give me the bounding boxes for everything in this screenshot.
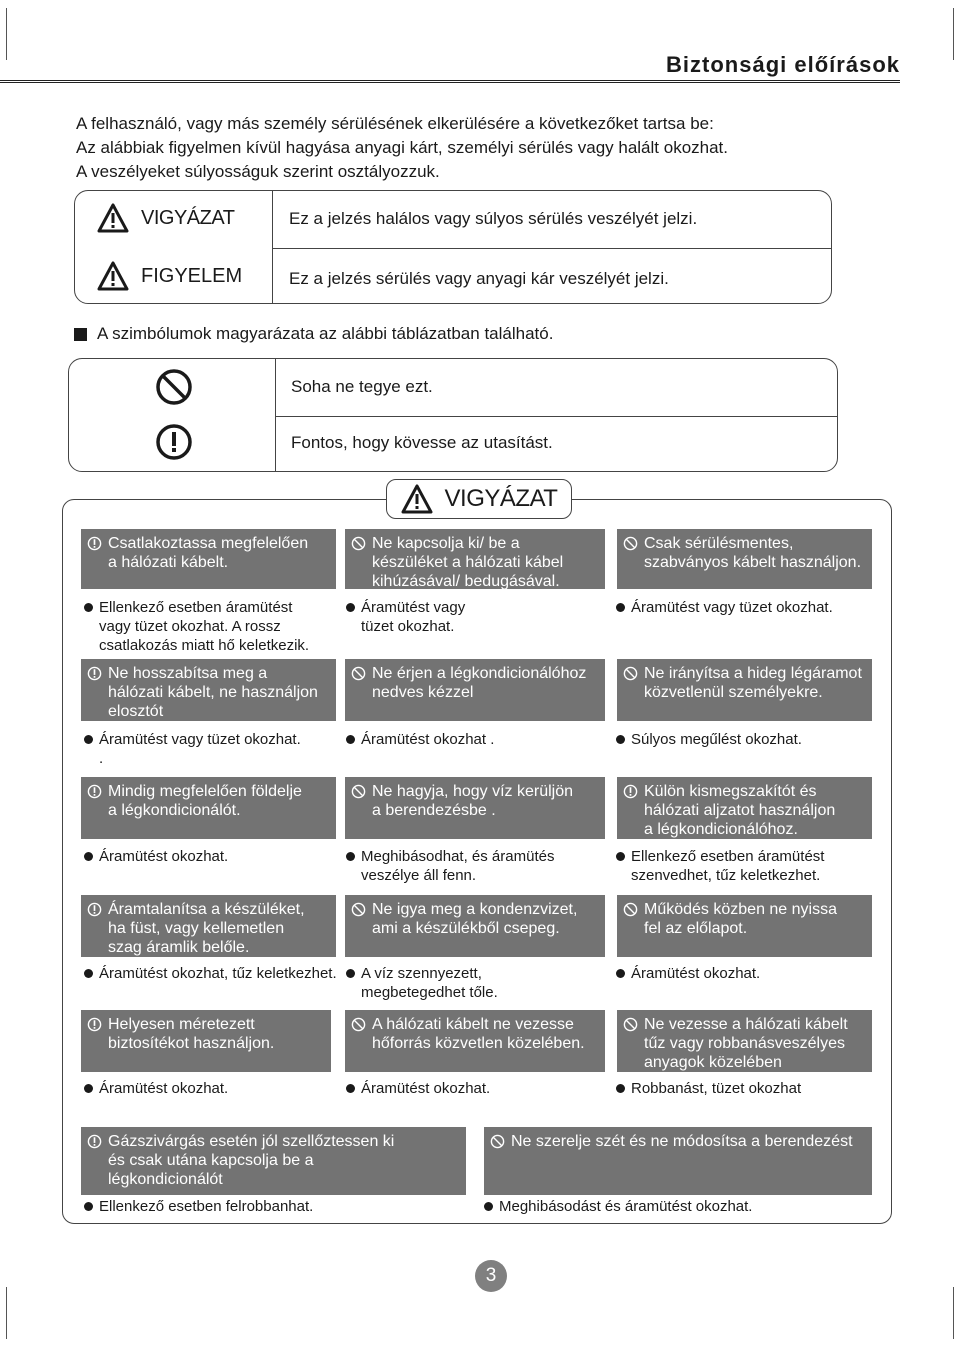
warning-card-text: Ne igya meg a kondenzvizet, ami a készülékből csepeg. — [372, 901, 578, 937]
warning-consequence-text: Áramütést okozhat. — [99, 1080, 229, 1097]
symbol-desc-exclamation: Fontos, hogy kövesse az utasítást. — [291, 433, 553, 452]
divider — [272, 191, 273, 303]
bullet-dot-icon — [346, 1084, 355, 1093]
warning-consequence-text: Áramütést vagy tüzet okozhat. — [631, 599, 833, 616]
prohibited-icon — [351, 1017, 366, 1032]
warning-card-text: Csak sérülésmentes, szabványos kábelt használjon. — [644, 535, 862, 571]
bullet-dot-icon — [346, 603, 355, 612]
divider — [272, 248, 831, 249]
warning-section-title — [386, 479, 572, 519]
bullet-dot-icon — [616, 969, 625, 978]
warning-card-text: Gázszivárgás esetén jól szellőztessen ki és csak utána kapcsolja be a légkondicionálót — [108, 1133, 395, 1188]
warning-card — [81, 1127, 466, 1195]
intro-line: A veszélyeket súlyosságuk szerint osztályozzuk. — [76, 162, 440, 181]
square-bullet-icon — [74, 328, 87, 341]
prohibited-icon — [351, 784, 366, 799]
warning-consequence-text: Ellenkező esetben áramütést szenvedhet, tűz keletkezhet. — [631, 848, 825, 884]
page-number: 3 — [475, 1260, 507, 1292]
bullet-dot-icon — [346, 852, 355, 861]
warning-triangle-icon — [97, 203, 129, 233]
warning-card-text: Ne szerelje szét és ne módosítsa a berendezést — [511, 1133, 853, 1150]
warning-card-text: Helyesen méretezett biztosítékot használjon. — [108, 1016, 275, 1052]
exclamation-icon — [87, 1134, 102, 1149]
warning-consequence — [616, 730, 802, 749]
prohibited-icon — [623, 902, 638, 917]
prohibited-icon — [351, 902, 366, 917]
symbols-heading — [74, 324, 553, 344]
bullet-dot-icon — [84, 1202, 93, 1211]
level-label-vigyazat — [97, 203, 234, 233]
warning-card-text: Működés közben ne nyissa fel az előlapot. — [644, 901, 837, 937]
bullet-dot-icon — [616, 1084, 625, 1093]
divider — [275, 416, 837, 417]
warning-consequence — [84, 1079, 228, 1098]
hazard-level-table — [74, 190, 832, 304]
warning-consequence-text: Áramütést okozhat. — [361, 1080, 491, 1097]
level-label-text: FIGYELEM — [141, 264, 243, 287]
bullet-dot-icon — [616, 852, 625, 861]
warning-consequence — [616, 598, 833, 617]
warning-consequence-text: Áramütést okozhat. — [99, 848, 229, 865]
warning-card — [81, 1010, 331, 1072]
crop-mark-top-right — [953, 8, 954, 60]
warning-consequence-text: Meghibásodást és áramütést okozhat. — [499, 1198, 753, 1215]
warning-card-text: Ne irányítsa a hideg légáramot közvetlenül személyekre. — [644, 665, 862, 701]
exclamation-icon — [87, 1017, 102, 1032]
bullet-dot-icon — [616, 735, 625, 744]
warning-consequence-text: Ellenkező esetben felrobbanhat. — [99, 1198, 314, 1215]
warning-card — [345, 529, 605, 589]
warning-card-text: Ne érjen a légkondicionálóhoz nedves kézzel — [372, 665, 587, 701]
exclamation-icon — [155, 423, 193, 461]
prohibited-icon — [623, 536, 638, 551]
warning-consequence — [346, 964, 498, 1002]
bullet-dot-icon — [84, 1084, 93, 1093]
warning-card — [345, 777, 605, 839]
warning-card — [617, 529, 872, 589]
intro-line: Az alábbiak figyelmen kívül hagyása anyagi kárt, személyi sérülés vagy halált okozhat. — [76, 138, 729, 157]
warning-card — [617, 659, 872, 721]
bullet-dot-icon — [84, 852, 93, 861]
page-title: Biztonsági előírások — [666, 52, 900, 77]
warning-triangle-icon — [97, 261, 129, 291]
symbol-desc-prohibited: Soha ne tegye ezt. — [291, 377, 433, 396]
warning-consequence-text: Áramütést okozhat, tűz keletkezhet. — [99, 965, 337, 982]
prohibited-icon — [490, 1134, 505, 1149]
warning-card — [345, 1010, 605, 1072]
level-label-figyelem — [97, 261, 242, 291]
warning-consequence — [346, 847, 554, 885]
warning-consequence-text: Áramütést okozhat . — [361, 731, 495, 748]
warning-card — [81, 895, 336, 957]
warning-card — [617, 895, 872, 957]
warning-card — [345, 659, 605, 721]
crop-mark-top-left — [6, 8, 7, 60]
bullet-dot-icon — [84, 603, 93, 612]
warning-card — [81, 659, 336, 721]
warning-card — [345, 895, 605, 957]
symbols-table — [68, 358, 838, 472]
warning-consequence — [346, 598, 465, 636]
warning-consequence-text: A víz szennyezett, megbetegedhet tőle. — [361, 965, 498, 1001]
header-rule-second — [0, 82, 900, 83]
crop-mark-bottom-right — [953, 1287, 954, 1339]
header-rule — [0, 80, 900, 81]
level-desc-figyelem: Ez a jelzés sérülés vagy anyagi kár veszélyét jelzi. — [289, 269, 669, 288]
divider — [275, 359, 276, 471]
bullet-dot-icon — [484, 1202, 493, 1211]
warning-consequence-text: Súlyos megűlést okozhat. — [631, 731, 802, 748]
warning-consequence-text: Robbanást, tüzet okozhat — [631, 1080, 802, 1097]
warning-card — [81, 777, 336, 839]
warning-card-text: Áramtalanítsa a készüléket, ha füst, vagy kellemetlen szag áramlik belőle. — [108, 901, 305, 956]
warning-card — [484, 1127, 872, 1195]
warning-consequence — [616, 847, 824, 885]
prohibited-icon — [623, 1017, 638, 1032]
warning-consequence-text: Meghibásodhat, és áramütés veszélye áll fenn. — [361, 848, 555, 884]
prohibited-icon — [351, 666, 366, 681]
warning-consequence — [84, 1197, 313, 1216]
bullet-dot-icon — [616, 603, 625, 612]
warning-consequence — [84, 847, 228, 866]
warning-consequence-text: Áramütést vagy tüzet okozhat. . — [99, 731, 301, 767]
warning-consequence — [84, 598, 309, 655]
warning-consequence — [84, 964, 337, 983]
bullet-dot-icon — [84, 969, 93, 978]
symbols-heading-text: A szimbólumok magyarázata az alábbi táblázatban található. — [97, 324, 554, 343]
warning-consequence — [346, 730, 494, 749]
warning-consequence — [616, 1079, 801, 1098]
warning-card-text: Ne vezesse a hálózati kábelt tűz vagy robbanásveszélyes anyagok közelében — [644, 1016, 848, 1071]
warning-consequence — [346, 1079, 490, 1098]
level-label-text: VIGYÁZAT — [141, 206, 235, 229]
warning-card-text: Külön kismegszakítót és hálózati aljzatot használjon a légkondicionálóhoz. — [644, 783, 836, 838]
warning-card-text: Mindig megfelelően földelje a légkondicionálót. — [108, 783, 302, 819]
warning-card-text: Ne kapcsolja ki/ be a készüléket a hálózati kábel kihúzásával/ bedugásával. — [372, 535, 564, 590]
bullet-dot-icon — [346, 735, 355, 744]
warning-triangle-icon — [401, 484, 433, 514]
warning-consequence-text: Ellenkező esetben áramütést vagy tüzet okozhat. A rossz csatlakozás miatt hő keletkezik. — [99, 599, 310, 654]
prohibited-icon — [155, 368, 193, 406]
warning-consequence — [616, 964, 760, 983]
warning-card — [617, 1010, 872, 1072]
warning-consequence — [484, 1197, 752, 1216]
crop-mark-bottom-left — [6, 1287, 7, 1339]
level-desc-vigyazat: Ez a jelzés halálos vagy súlyos sérülés veszélyét jelzi. — [289, 209, 698, 228]
exclamation-icon — [87, 902, 102, 917]
intro-text — [76, 112, 728, 184]
exclamation-icon — [87, 666, 102, 681]
warning-consequence-text: Áramütést vagy tüzet okozhat. — [361, 599, 466, 635]
warning-consequence-text: Áramütést okozhat. — [631, 965, 761, 982]
exclamation-icon — [87, 536, 102, 551]
warning-consequence — [84, 730, 301, 768]
warning-title-text: VIGYÁZAT — [444, 485, 558, 512]
warning-card-text: Csatlakoztassa megfelelően a hálózati kábelt. — [108, 535, 309, 571]
warning-card — [617, 777, 872, 839]
exclamation-icon — [87, 784, 102, 799]
warning-card — [81, 529, 336, 589]
warning-card-text: Ne hagyja, hogy víz kerüljön a berendezésbe . — [372, 783, 573, 819]
prohibited-icon — [351, 536, 366, 551]
bullet-dot-icon — [84, 735, 93, 744]
prohibited-icon — [623, 666, 638, 681]
warning-card-text: Ne hosszabítsa meg a hálózati kábelt, ne használjon elosztót — [108, 665, 318, 720]
exclamation-icon — [623, 784, 638, 799]
intro-line: A felhasználó, vagy más személy sérülésének elkerülésére a következőket tartsa be: — [76, 114, 714, 133]
bullet-dot-icon — [346, 969, 355, 978]
warning-card-text: A hálózati kábelt ne vezesse hőforrás közvetlen közelében. — [372, 1016, 585, 1052]
